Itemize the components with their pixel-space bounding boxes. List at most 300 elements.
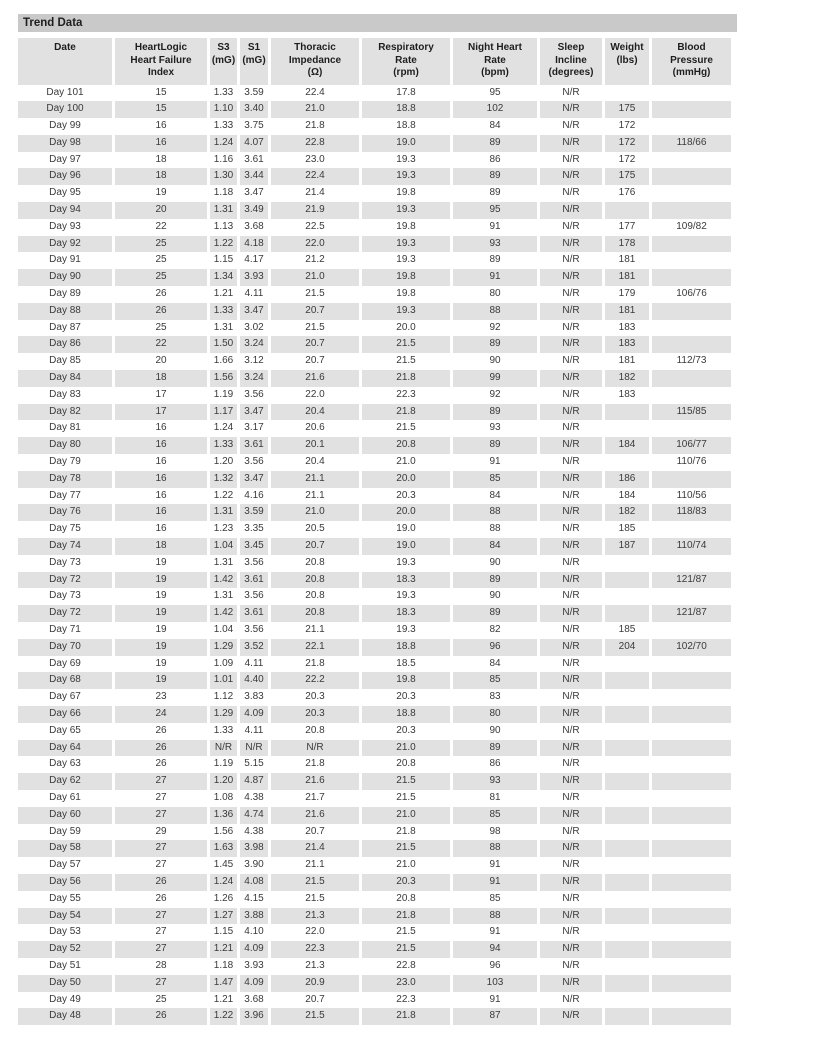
cell-thoracic-impedance: 22.1 [271, 639, 359, 656]
cell-respiratory-rate: 19.8 [396, 187, 416, 199]
table-row-day-73 [18, 588, 731, 605]
cell-night-heart-rate: 86 [489, 153, 501, 165]
cell-date: Day 69 [49, 657, 81, 669]
cell-s3: 1.04 [210, 538, 237, 555]
cell-night-heart-rate: 85 [453, 471, 537, 488]
table-row-day-52 [18, 941, 731, 958]
cell-thoracic-impedance: 20.7 [305, 993, 325, 1005]
table-row-day-74 [18, 538, 731, 555]
cell-weight [605, 404, 649, 421]
cell-date: Day 59 [49, 825, 81, 837]
table-row-day-90 [18, 269, 731, 286]
cell-thoracic-impedance: 20.3 [305, 691, 325, 703]
cell-night-heart-rate: 91 [489, 993, 501, 1005]
cell-sleep-incline: N/R [562, 288, 580, 300]
cell-sleep-incline: N/R [540, 941, 602, 958]
column-header-line: (Ω) [307, 67, 323, 78]
cell-weight [605, 740, 649, 757]
table-row-day-94 [18, 202, 731, 219]
cell-respiratory-rate: 20.8 [396, 892, 416, 904]
cell-s1: 3.17 [244, 422, 264, 434]
cell-thoracic-impedance: 22.0 [305, 926, 325, 938]
cell-s3: 1.33 [210, 303, 237, 320]
column-header-line: (degrees) [548, 67, 594, 78]
table-header-row [18, 38, 731, 85]
cell-thoracic-impedance: 21.5 [271, 1008, 359, 1025]
table-row-day-65 [18, 723, 731, 740]
cell-date: Day 48 [18, 1008, 112, 1025]
cell-heartlogic-index: 20 [115, 202, 207, 219]
cell-heartlogic-index: 22 [155, 220, 167, 232]
cell-date: Day 73 [49, 590, 81, 602]
cell-blood-pressure [652, 891, 731, 908]
cell-respiratory-rate: 18.8 [362, 639, 450, 656]
cell-s1: 4.11 [244, 288, 264, 300]
cell-weight [605, 807, 649, 824]
cell-respiratory-rate: 20.3 [362, 874, 450, 891]
cell-blood-pressure [652, 118, 731, 135]
cell-thoracic-impedance: 21.3 [271, 908, 359, 925]
cell-blood-pressure: 118/66 [652, 135, 731, 152]
cell-weight: 181 [605, 303, 649, 320]
trend-data-table [15, 38, 734, 1025]
table-row-day-88 [18, 303, 731, 320]
cell-sleep-incline: N/R [540, 404, 602, 421]
cell-weight [605, 689, 649, 706]
cell-date: Day 91 [49, 254, 81, 266]
cell-date: Day 99 [49, 120, 81, 132]
cell-heartlogic-index: 19 [115, 572, 207, 589]
cell-date: Day 92 [18, 236, 112, 253]
cell-heartlogic-index: 19 [115, 672, 207, 689]
cell-blood-pressure [652, 521, 731, 538]
cell-blood-pressure [652, 908, 731, 925]
cell-respiratory-rate: 20.0 [362, 504, 450, 521]
cell-weight: 187 [605, 538, 649, 555]
cell-thoracic-impedance: 21.6 [271, 370, 359, 387]
cell-respiratory-rate: 21.5 [396, 791, 416, 803]
cell-s1: 3.02 [244, 321, 264, 333]
cell-s3: 1.19 [213, 758, 234, 770]
cell-thoracic-impedance: 22.4 [305, 86, 325, 98]
cell-blood-pressure [652, 336, 731, 353]
cell-date: Day 94 [18, 202, 112, 219]
cell-date: Day 82 [18, 404, 112, 421]
cell-thoracic-impedance: 21.6 [271, 773, 359, 790]
cell-blood-pressure [652, 740, 731, 757]
cell-respiratory-rate: 22.3 [396, 388, 416, 400]
cell-thoracic-impedance: 20.8 [271, 605, 359, 622]
cell-s3: 1.09 [213, 657, 234, 669]
cell-s3: 1.10 [210, 101, 237, 118]
cell-sleep-incline: N/R [562, 556, 580, 568]
column-header-line: Heart Failure [130, 54, 192, 66]
cell-thoracic-impedance: 20.4 [271, 404, 359, 421]
column-header-line: Blood [677, 42, 706, 53]
cell-heartlogic-index: 19 [155, 590, 167, 602]
cell-thoracic-impedance: 21.8 [305, 120, 325, 132]
column-header-respiratory-rate [362, 38, 450, 85]
cell-night-heart-rate: 90 [489, 355, 501, 367]
table-row-day-53 [18, 924, 731, 941]
cell-respiratory-rate: 19.3 [362, 202, 450, 219]
cell-respiratory-rate: 18.8 [362, 101, 450, 118]
cell-sleep-incline: N/R [540, 807, 602, 824]
table-row-day-49 [18, 992, 731, 1009]
cell-night-heart-rate: 89 [453, 168, 537, 185]
cell-sleep-incline: N/R [540, 975, 602, 992]
cell-heartlogic-index: 27 [155, 791, 167, 803]
table-row-day-62 [18, 773, 731, 790]
table-row-day-77 [18, 488, 731, 505]
cell-heartlogic-index: 19 [155, 657, 167, 669]
cell-s3: 1.22 [210, 1008, 237, 1025]
cell-weight [605, 857, 649, 874]
cell-night-heart-rate: 96 [453, 639, 537, 656]
cell-date: Day 84 [18, 370, 112, 387]
table-row-day-95 [18, 185, 731, 202]
cell-sleep-incline: N/R [562, 892, 580, 904]
cell-date: Day 54 [18, 908, 112, 925]
cell-respiratory-rate: 18.5 [396, 657, 416, 669]
cell-respiratory-rate: 19.3 [362, 303, 450, 320]
cell-sleep-incline: N/R [540, 706, 602, 723]
cell-night-heart-rate: 88 [453, 840, 537, 857]
cell-night-heart-rate: 90 [489, 556, 501, 568]
cell-s1: 3.93 [244, 959, 264, 971]
cell-s3: 1.16 [213, 153, 234, 165]
table-row-day-48 [18, 1008, 731, 1025]
cell-blood-pressure [652, 168, 731, 185]
cell-blood-pressure [652, 471, 731, 488]
cell-heartlogic-index: 25 [115, 269, 207, 286]
column-header-s1 [240, 38, 268, 85]
cell-sleep-incline: N/R [540, 1008, 602, 1025]
cell-s1: 3.12 [244, 355, 264, 367]
cell-blood-pressure [652, 992, 731, 1009]
cell-night-heart-rate: 84 [489, 120, 501, 132]
cell-s1: 3.24 [240, 370, 268, 387]
cell-date: Day 53 [49, 926, 81, 938]
cell-weight: 172 [618, 120, 636, 132]
cell-respiratory-rate: 19.3 [396, 624, 416, 635]
cell-weight [605, 1008, 649, 1025]
table-row-day-89 [18, 286, 731, 303]
cell-blood-pressure [652, 756, 731, 773]
cell-weight: 185 [618, 523, 636, 535]
cell-blood-pressure [652, 152, 731, 169]
cell-night-heart-rate: 92 [489, 388, 501, 400]
table-row-day-85 [18, 353, 731, 370]
cell-thoracic-impedance: 23.0 [305, 153, 325, 165]
cell-date: Day 75 [49, 523, 81, 535]
cell-night-heart-rate: 89 [453, 605, 537, 622]
cell-weight: 172 [605, 135, 649, 152]
cell-thoracic-impedance: 22.8 [271, 135, 359, 152]
cell-date: Day 58 [18, 840, 112, 857]
cell-thoracic-impedance: 20.8 [305, 590, 325, 602]
cell-sleep-incline: N/R [540, 672, 602, 689]
cell-date: Day 65 [49, 724, 81, 736]
cell-s3: 1.18 [213, 187, 234, 199]
cell-heartlogic-index: 19 [115, 605, 207, 622]
column-header-line: Rate [484, 54, 506, 66]
cell-s3: 1.15 [213, 254, 234, 266]
cell-night-heart-rate: 83 [489, 691, 501, 703]
cell-thoracic-impedance: 22.3 [271, 941, 359, 958]
table-row-day-78 [18, 471, 731, 488]
cell-date: Day 67 [49, 691, 81, 703]
cell-sleep-incline: N/R [562, 120, 580, 132]
column-header-weight [605, 38, 649, 85]
cell-sleep-incline: N/R [540, 605, 602, 622]
cell-blood-pressure: 121/87 [652, 605, 731, 622]
table-row-day-83 [18, 387, 731, 404]
cell-thoracic-impedance: 21.5 [305, 321, 325, 333]
cell-sleep-incline: N/R [562, 86, 580, 98]
cell-blood-pressure [652, 857, 731, 874]
cell-night-heart-rate: 80 [489, 288, 501, 300]
cell-sleep-incline: N/R [562, 523, 580, 535]
cell-s1: 3.56 [244, 456, 264, 468]
cell-heartlogic-index: 16 [155, 422, 167, 434]
cell-blood-pressure [652, 840, 731, 857]
table-row-day-93 [18, 219, 731, 236]
cell-thoracic-impedance: 21.7 [305, 791, 325, 803]
cell-s3: 1.32 [210, 471, 237, 488]
cell-blood-pressure [652, 236, 731, 253]
cell-sleep-incline: N/R [540, 572, 602, 589]
cell-heartlogic-index: 16 [155, 456, 167, 468]
cell-blood-pressure [652, 370, 731, 387]
cell-blood-pressure [652, 252, 731, 269]
cell-sleep-incline: N/R [540, 269, 602, 286]
cell-weight: 182 [605, 370, 649, 387]
cell-weight: 185 [618, 624, 636, 635]
cell-blood-pressure [652, 656, 731, 673]
cell-s3: 1.20 [213, 456, 234, 468]
cell-blood-pressure: 112/73 [676, 355, 707, 367]
cell-respiratory-rate: 19.3 [362, 236, 450, 253]
cell-s1: 4.10 [244, 926, 264, 938]
cell-night-heart-rate: 99 [453, 370, 537, 387]
cell-thoracic-impedance: 21.1 [305, 489, 325, 501]
cell-night-heart-rate: 89 [489, 254, 501, 266]
cell-weight [605, 420, 649, 437]
cell-blood-pressure: 110/74 [652, 538, 731, 555]
cell-heartlogic-index: 16 [155, 120, 167, 132]
cell-s1: 3.40 [240, 101, 268, 118]
cell-respiratory-rate: 20.0 [362, 471, 450, 488]
cell-blood-pressure [652, 622, 731, 639]
cell-date: Day 50 [18, 975, 112, 992]
cell-night-heart-rate: 93 [489, 422, 501, 434]
cell-s1: 4.40 [240, 672, 268, 689]
cell-weight: 172 [618, 153, 636, 165]
cell-night-heart-rate: 85 [489, 892, 501, 904]
cell-blood-pressure [652, 555, 731, 572]
cell-heartlogic-index: 26 [155, 724, 167, 736]
cell-date: Day 64 [18, 740, 112, 757]
cell-weight: 182 [605, 504, 649, 521]
cell-respiratory-rate: 21.0 [396, 859, 416, 871]
cell-s1: 3.98 [240, 840, 268, 857]
cell-s3: 1.63 [210, 840, 237, 857]
cell-weight: 175 [605, 168, 649, 185]
cell-s3: 1.31 [213, 556, 234, 568]
cell-blood-pressure [652, 924, 731, 941]
cell-s3: 1.42 [210, 572, 237, 589]
cell-date: Day 55 [49, 892, 81, 904]
cell-s3: 1.24 [210, 874, 237, 891]
cell-s3: 1.29 [210, 639, 237, 656]
cell-heartlogic-index: 17 [155, 388, 167, 400]
cell-night-heart-rate: 88 [453, 504, 537, 521]
table-row-day-86 [18, 336, 731, 353]
cell-heartlogic-index: 26 [155, 288, 167, 300]
cell-sleep-incline: N/R [562, 691, 580, 703]
cell-weight [605, 555, 649, 572]
table-row-day-61 [18, 790, 731, 807]
cell-s1: 4.09 [240, 975, 268, 992]
cell-weight [605, 908, 649, 925]
cell-respiratory-rate: 17.8 [396, 86, 416, 98]
cell-respiratory-rate: 21.8 [396, 825, 416, 837]
cell-heartlogic-index: 25 [155, 993, 167, 1005]
column-header-night-heart-rate [453, 38, 537, 85]
cell-blood-pressure: 109/82 [676, 220, 707, 232]
cell-s1: 3.45 [240, 538, 268, 555]
cell-night-heart-rate: 103 [453, 975, 537, 992]
cell-weight [605, 202, 649, 219]
cell-thoracic-impedance: 21.0 [271, 101, 359, 118]
cell-heartlogic-index: 25 [115, 236, 207, 253]
cell-heartlogic-index: 25 [155, 254, 167, 266]
table-row-day-72 [18, 605, 731, 622]
cell-s3: 1.20 [210, 773, 237, 790]
cell-night-heart-rate: 88 [453, 908, 537, 925]
cell-weight [605, 790, 649, 807]
cell-weight [605, 672, 649, 689]
cell-blood-pressure: 121/87 [652, 572, 731, 589]
cell-s1: 3.56 [244, 556, 264, 568]
cell-s1: 4.11 [244, 724, 264, 736]
cell-respiratory-rate: 18.8 [396, 120, 416, 132]
column-header-line: Pressure [670, 54, 713, 66]
cell-heartlogic-index: 27 [115, 840, 207, 857]
cell-s1: 3.59 [244, 86, 264, 98]
table-row-day-81 [18, 420, 731, 437]
cell-thoracic-impedance: 20.8 [305, 556, 325, 568]
cell-night-heart-rate: 87 [453, 1008, 537, 1025]
cell-thoracic-impedance: 20.4 [305, 456, 325, 468]
cell-sleep-incline: N/R [562, 220, 580, 232]
cell-date: Day 77 [49, 489, 81, 501]
cell-s1: 3.75 [244, 120, 264, 132]
table-row-day-51 [18, 958, 731, 975]
cell-thoracic-impedance: 21.9 [271, 202, 359, 219]
table-row-day-60 [18, 807, 731, 824]
cell-s3: 1.22 [213, 489, 234, 501]
table-row-day-75 [18, 521, 731, 538]
cell-thoracic-impedance: 20.7 [271, 538, 359, 555]
cell-night-heart-rate: 81 [489, 791, 501, 803]
cell-heartlogic-index: 27 [115, 975, 207, 992]
cell-s3: 1.12 [213, 691, 234, 703]
cell-respiratory-rate: 19.0 [362, 135, 450, 152]
cell-s1: 3.61 [244, 153, 264, 165]
cell-blood-pressure [652, 790, 731, 807]
cell-s3: 1.17 [210, 404, 237, 421]
cell-thoracic-impedance: 21.0 [271, 504, 359, 521]
cell-date: Day 101 [46, 86, 84, 98]
cell-blood-pressure: 118/83 [652, 504, 731, 521]
cell-night-heart-rate: 84 [489, 657, 501, 669]
cell-blood-pressure: 106/77 [652, 437, 731, 454]
cell-s1: 4.11 [244, 657, 264, 669]
cell-blood-pressure: 102/70 [652, 639, 731, 656]
cell-night-heart-rate: 90 [489, 724, 501, 736]
cell-respiratory-rate: 21.5 [396, 422, 416, 434]
cell-respiratory-rate: 19.0 [396, 523, 416, 535]
cell-weight: 181 [618, 254, 636, 266]
cell-s3: 1.13 [213, 220, 234, 232]
cell-respiratory-rate: 18.3 [362, 572, 450, 589]
cell-weight: 178 [605, 236, 649, 253]
cell-sleep-incline: N/R [540, 639, 602, 656]
cell-weight: 183 [618, 388, 636, 400]
cell-s3: N/R [210, 740, 237, 757]
cell-night-heart-rate: 89 [453, 740, 537, 757]
cell-sleep-incline: N/R [562, 153, 580, 165]
cell-s1: 3.47 [244, 187, 264, 199]
cell-blood-pressure [652, 303, 731, 320]
cell-s1: 3.68 [244, 220, 264, 232]
column-header-line: (mG) [211, 54, 236, 66]
cell-sleep-incline: N/R [562, 187, 580, 199]
cell-respiratory-rate: 21.5 [396, 355, 416, 367]
cell-date: Day 70 [18, 639, 112, 656]
cell-s1: 4.15 [244, 892, 264, 904]
table-row-day-101 [18, 85, 731, 102]
cell-respiratory-rate: 20.3 [396, 691, 416, 703]
cell-date: Day 72 [18, 605, 112, 622]
cell-blood-pressure [652, 269, 731, 286]
cell-s1: 3.47 [240, 303, 268, 320]
cell-date: Day 81 [49, 422, 81, 434]
column-header-line: Sleep [557, 42, 585, 53]
cell-s1: 3.68 [244, 993, 264, 1005]
cell-sleep-incline: N/R [562, 321, 580, 333]
cell-thoracic-impedance: 21.4 [305, 187, 325, 199]
cell-night-heart-rate: 85 [453, 672, 537, 689]
cell-heartlogic-index: 18 [115, 370, 207, 387]
cell-respiratory-rate: 20.0 [396, 321, 416, 333]
cell-s1: 3.61 [240, 605, 268, 622]
cell-date: Day 60 [18, 807, 112, 824]
table-row-day-67 [18, 689, 731, 706]
cell-sleep-incline: N/R [562, 624, 580, 635]
table-row-day-92 [18, 236, 731, 253]
cell-s3: 1.31 [213, 321, 234, 333]
cell-sleep-incline: N/R [562, 758, 580, 770]
cell-sleep-incline: N/R [540, 773, 602, 790]
cell-night-heart-rate: 95 [489, 86, 501, 98]
cell-s3: 1.19 [213, 388, 234, 400]
cell-thoracic-impedance: 21.1 [271, 471, 359, 488]
cell-blood-pressure [652, 941, 731, 958]
cell-night-heart-rate: 96 [489, 959, 501, 971]
